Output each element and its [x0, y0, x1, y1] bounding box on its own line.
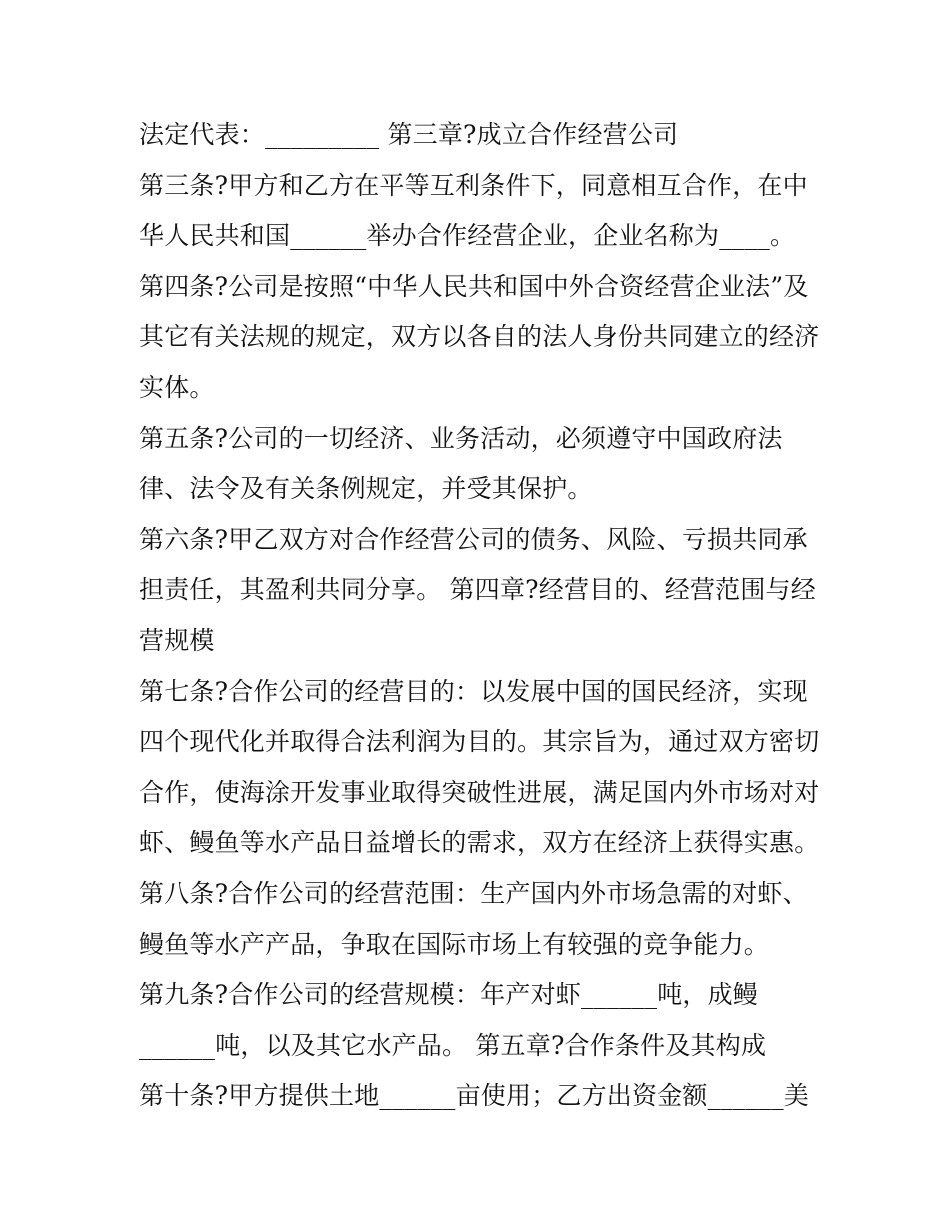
- text-line: 第四条?公司是按照“中华人民共和国中外合资经营企业法”及: [139, 271, 809, 301]
- text-line: 第六条?甲乙双方对合作经营公司的债务、风险、亏损共同承: [139, 524, 808, 554]
- text-line: 担责任，其盈利共同分享。 第四章?经营目的、经营范围与经: [139, 575, 816, 605]
- text-line: 第三条?甲方和乙方在平等互利条件下，同意相互合作，在中: [139, 170, 808, 200]
- text-line: 第十条?甲方提供土地______亩使用；乙方出资金额______美: [139, 1081, 810, 1111]
- text-line: 第五条?公司的一切经济、业务活动，必须遵守中国政府法: [139, 423, 783, 453]
- text-line: 华人民共和国______举办合作经营企业，企业名称为____。: [139, 221, 796, 251]
- text-line: 第九条?合作公司的经营规模：年产对虾______吨，成鳗: [139, 980, 759, 1010]
- text-line: 营规模: [139, 625, 215, 655]
- text-line: ______吨，以及其它水产品。 第五章?合作条件及其构成: [139, 1030, 767, 1060]
- text-line: 虾、鳗鱼等水产品日益增长的需求，双方在经济上获得实惠。: [139, 828, 820, 858]
- text-line: 律、法令及有关条例规定，并受其保护。: [139, 474, 593, 504]
- text-line: 四个现代化并取得合法利润为目的。其宗旨为，通过双方密切: [139, 727, 820, 757]
- text-line: 合作，使海涂开发事业取得突破性进展，满足国内外市场对对: [139, 777, 820, 807]
- text-line: 实体。: [139, 372, 215, 402]
- text-line: 鳗鱼等水产产品，争取在国际市场上有较强的竞争能力。: [139, 929, 770, 959]
- text-line: 其它有关法规的规定，双方以各自的法人身份共同建立的经济: [139, 322, 820, 352]
- text-line: 第七条?合作公司的经营目的：以发展中国的国民经济，实现: [139, 676, 808, 706]
- text-line: 法定代表：_________ 第三章?成立合作经营公司: [139, 120, 679, 149]
- text-line: 第八条?合作公司的经营范围：生产国内外市场急需的对虾、: [139, 878, 808, 908]
- contract-text-body: [139, 110, 819, 1122]
